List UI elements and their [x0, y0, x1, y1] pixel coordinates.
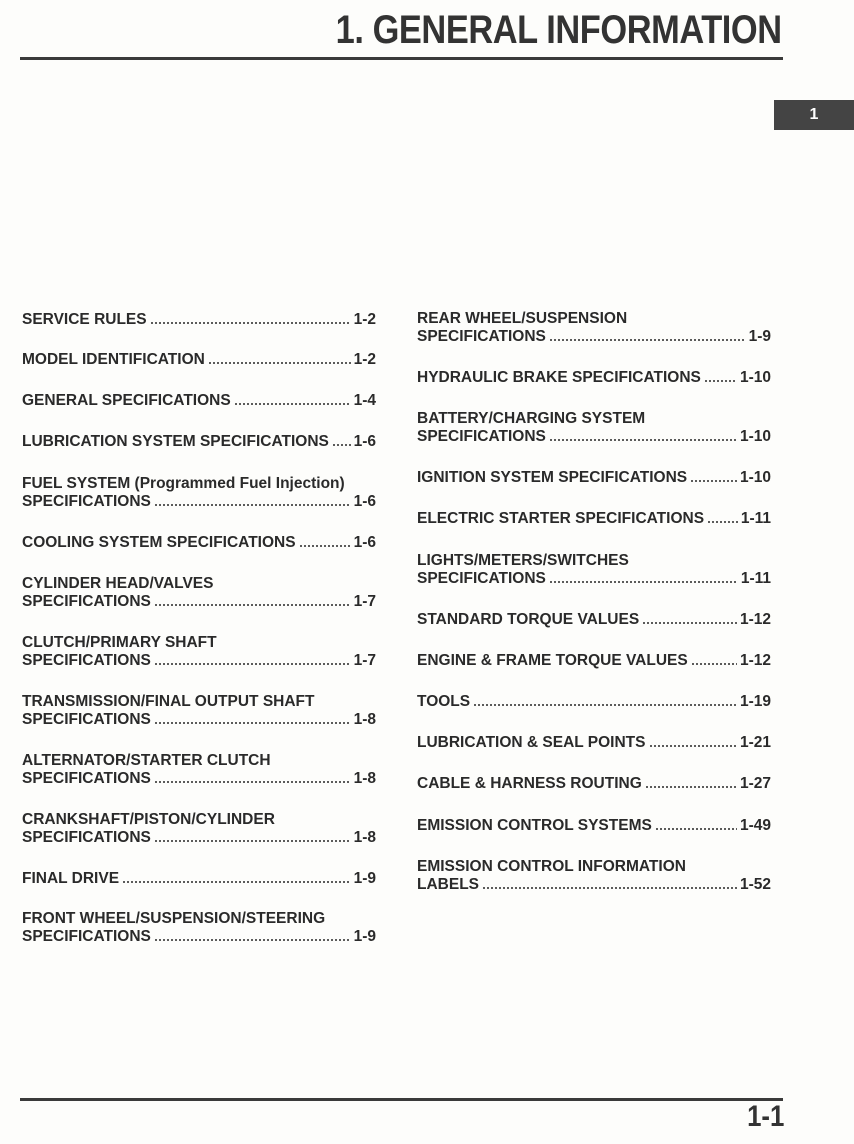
toc-entry[interactable] — [417, 510, 771, 528]
dot-leader — [549, 439, 737, 441]
toc-entry[interactable] — [22, 351, 376, 369]
toc-entry-page: 1-21 — [739, 734, 771, 751]
toc-entry-page: 1-10 — [739, 369, 771, 386]
toc-entry-title: SPECIFICATIONS — [22, 593, 151, 610]
toc-entry[interactable] — [22, 433, 376, 451]
toc-entry-title: SPECIFICATIONS — [417, 570, 546, 587]
toc-entry-title: LABELS — [417, 876, 479, 893]
dot-leader — [704, 380, 737, 382]
page-title: 1. GENERAL INFORMATION — [335, 8, 782, 52]
dot-leader — [154, 663, 351, 665]
toc-entry[interactable] — [417, 469, 771, 487]
toc-entry[interactable] — [22, 870, 376, 888]
toc-entry-title: CLUTCH/PRIMARY SHAFT — [22, 634, 217, 651]
header-rule — [20, 57, 783, 60]
toc-entry-title: CYLINDER HEAD/VALVES — [22, 575, 214, 592]
dot-leader — [122, 881, 351, 883]
toc-entry-page: 1-11 — [740, 570, 771, 587]
toc-entry-page: 1-27 — [739, 775, 771, 792]
toc-entry-title: BATTERY/CHARGING SYSTEM — [417, 410, 646, 427]
dot-leader — [154, 840, 351, 842]
toc-entry[interactable] — [22, 475, 376, 511]
dot-leader — [154, 722, 351, 724]
toc-entry[interactable] — [22, 693, 376, 729]
toc-entry-page: 1-6 — [353, 433, 376, 450]
toc-entry-title: REAR WHEEL/SUSPENSION — [417, 310, 628, 327]
toc-entry[interactable] — [417, 734, 771, 752]
toc-entry-page: 1-8 — [353, 829, 376, 846]
toc-entry-title: COOLING SYSTEM SPECIFICATIONS — [22, 534, 296, 551]
dot-leader — [154, 939, 351, 941]
toc-entry-title: SPECIFICATIONS — [22, 770, 151, 787]
dot-leader — [154, 604, 351, 606]
toc-entry-title: SPECIFICATIONS — [22, 711, 151, 728]
toc-entry-page: 1-11 — [740, 510, 771, 527]
toc-entry-page: 1-9 — [748, 328, 771, 345]
toc-entry-page: 1-7 — [353, 652, 376, 669]
toc-entry-page: 1-12 — [739, 611, 771, 628]
dot-leader — [707, 521, 738, 523]
toc-entry-title: SPECIFICATIONS — [22, 493, 151, 510]
toc-entry-title: SERVICE RULES — [22, 311, 147, 328]
toc-entry[interactable] — [22, 575, 376, 611]
toc-entry-title: CRANKSHAFT/PISTON/CYLINDER — [22, 811, 275, 828]
toc-entry-page: 1-4 — [353, 392, 376, 409]
toc-entry-title: EMISSION CONTROL SYSTEMS — [417, 817, 652, 834]
dot-leader — [549, 339, 746, 341]
toc-entry-page: 1-2 — [353, 311, 376, 328]
toc-entry[interactable] — [22, 910, 376, 946]
toc-entry-title: MODEL IDENTIFICATION — [22, 351, 205, 368]
toc-entry-title: HYDRAULIC BRAKE SPECIFICATIONS — [417, 369, 701, 386]
toc-entry-page: 1-6 — [353, 493, 376, 510]
toc-entry-title: TOOLS — [417, 693, 471, 710]
toc-entry[interactable] — [22, 752, 376, 788]
toc-entry-title: ENGINE & FRAME TORQUE VALUES — [417, 652, 688, 669]
toc-entry-title: SPECIFICATIONS — [22, 652, 151, 669]
toc-entry[interactable] — [417, 310, 771, 346]
toc-entry-page: 1-52 — [739, 876, 771, 893]
toc-entry-title: SPECIFICATIONS — [417, 428, 546, 445]
toc-entry-page: 1-9 — [353, 870, 376, 887]
dot-leader — [234, 403, 351, 405]
toc-entry-title: SPECIFICATIONS — [22, 928, 151, 945]
toc-entry-title: GENERAL SPECIFICATIONS — [22, 392, 231, 409]
toc-entry[interactable] — [417, 369, 771, 387]
toc-entry[interactable] — [417, 817, 771, 835]
toc-entry[interactable] — [22, 634, 376, 670]
dot-leader — [645, 786, 737, 788]
toc-entry-title: LIGHTS/METERS/SWITCHES — [417, 552, 629, 569]
dot-leader — [332, 444, 351, 446]
toc-entry[interactable] — [417, 693, 771, 711]
toc-entry[interactable] — [22, 811, 376, 847]
toc-entry-title: ALTERNATOR/STARTER CLUTCH — [22, 752, 271, 769]
dot-leader — [649, 745, 737, 747]
toc-entry[interactable] — [417, 775, 771, 793]
dot-leader — [150, 322, 351, 324]
toc-entry[interactable] — [417, 410, 771, 446]
toc-entry[interactable] — [417, 552, 771, 588]
toc-entry-title: FINAL DRIVE — [22, 870, 120, 887]
dot-leader — [655, 828, 737, 830]
toc-entry-title: SPECIFICATIONS — [22, 829, 151, 846]
dot-leader — [473, 704, 737, 706]
toc-entry-title: STANDARD TORQUE VALUES — [417, 611, 640, 628]
toc-entry-title: FRONT WHEEL/SUSPENSION/STEERING — [22, 910, 326, 927]
dot-leader — [482, 887, 737, 889]
toc-entry-page: 1-7 — [353, 593, 376, 610]
page-number: 1-1 — [746, 1100, 784, 1133]
dot-leader — [691, 663, 737, 665]
toc-entry-title: IGNITION SYSTEM SPECIFICATIONS — [417, 469, 688, 486]
toc-entry-title: TRANSMISSION/FINAL OUTPUT SHAFT — [22, 693, 315, 710]
toc-entry[interactable] — [22, 311, 376, 329]
toc-entry-page: 1-19 — [739, 693, 771, 710]
section-tab: 1 — [774, 100, 854, 130]
toc-entry-page: 1-6 — [353, 534, 376, 551]
dot-leader — [549, 581, 738, 583]
toc-entry-title: LUBRICATION SYSTEM SPECIFICATIONS — [22, 433, 329, 450]
toc-entry-title: ELECTRIC STARTER SPECIFICATIONS — [417, 510, 705, 527]
footer-rule — [20, 1098, 783, 1101]
toc-entry[interactable] — [417, 611, 771, 629]
toc-entry-title: FUEL SYSTEM (Programmed Fuel Injection) — [22, 475, 345, 492]
toc-entry-title: SPECIFICATIONS — [417, 328, 546, 345]
toc-entry-page: 1-2 — [353, 351, 376, 368]
toc-entry[interactable] — [22, 534, 376, 552]
dot-leader — [154, 504, 351, 506]
toc-entry-page: 1-10 — [739, 469, 771, 486]
toc-entry-title: EMISSION CONTROL INFORMATION — [417, 858, 686, 875]
toc-entry-page: 1-49 — [739, 817, 771, 834]
toc-entry[interactable] — [417, 652, 771, 670]
toc-entry[interactable] — [417, 858, 771, 894]
dot-leader — [642, 622, 737, 624]
toc-entry-page: 1-12 — [739, 652, 771, 669]
dot-leader — [154, 781, 351, 783]
toc-entry-title: LUBRICATION & SEAL POINTS — [417, 734, 646, 751]
toc-entry-page: 1-8 — [353, 711, 376, 728]
toc-entry[interactable] — [22, 392, 376, 410]
toc-entry-page: 1-10 — [739, 428, 771, 445]
toc-entry-page: 1-9 — [353, 928, 376, 945]
toc-entry-title: CABLE & HARNESS ROUTING — [417, 775, 642, 792]
toc-entry-page: 1-8 — [353, 770, 376, 787]
dot-leader — [299, 545, 351, 547]
dot-leader — [208, 362, 351, 364]
dot-leader — [690, 480, 737, 482]
